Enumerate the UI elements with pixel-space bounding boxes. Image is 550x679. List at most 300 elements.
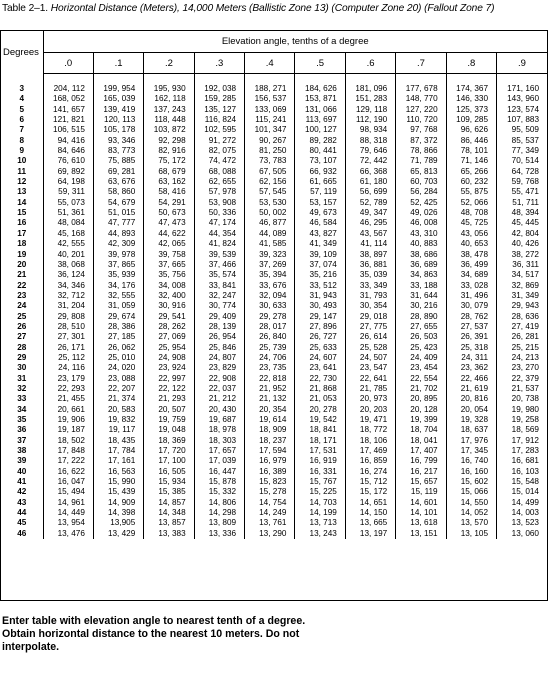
- table-cell: 32, 400: [144, 291, 194, 301]
- table-cell: 44, 354: [194, 229, 244, 239]
- table-cell: 143, 960: [497, 94, 547, 104]
- table-cell: 93, 346: [93, 136, 143, 146]
- table-cell: 23, 735: [245, 363, 295, 373]
- column-header: .1: [93, 53, 143, 74]
- row-degree: 20: [1, 260, 43, 270]
- table-cell: 25, 846: [194, 343, 244, 353]
- table-cell: 26, 614: [345, 332, 395, 342]
- table-cell: 52, 789: [345, 198, 395, 208]
- table-row: [1, 415, 547, 425]
- table-cell: 15, 332: [194, 487, 244, 497]
- table-cell: 13, 429: [93, 529, 143, 539]
- table-number: Table 2–1.: [2, 3, 49, 14]
- table-cell: 54, 291: [144, 198, 194, 208]
- table-cell: 31, 059: [93, 301, 143, 311]
- table-cell: 21, 868: [295, 384, 345, 394]
- table-cell: 49, 673: [295, 208, 345, 218]
- table-cell: 19, 328: [446, 415, 496, 425]
- table-cell: 36, 311: [497, 260, 547, 270]
- table-cell: 33, 028: [446, 281, 496, 291]
- table-cell: 27, 896: [295, 322, 345, 332]
- table-cell: 24, 908: [144, 353, 194, 363]
- table-row: [1, 84, 547, 94]
- table-cell: 23, 547: [345, 363, 395, 373]
- table-cell: 168, 052: [43, 94, 93, 104]
- table-cell: 153, 871: [295, 94, 345, 104]
- table-row: [1, 177, 547, 187]
- table-cell: 44, 089: [245, 229, 295, 239]
- table-cell: 89, 282: [295, 136, 345, 146]
- table-cell: 131, 066: [295, 105, 345, 115]
- row-degree: 8: [1, 136, 43, 146]
- table-cell: 28, 762: [446, 312, 496, 322]
- table-row: [1, 529, 547, 539]
- table-cell: 21, 053: [295, 394, 345, 404]
- table-cell: 19, 048: [144, 425, 194, 435]
- row-degree: 42: [1, 487, 43, 497]
- table-cell: 40, 653: [446, 239, 496, 249]
- table-cell: 62, 655: [194, 177, 244, 187]
- row-degree: 36: [1, 425, 43, 435]
- table-cell: 28, 510: [43, 322, 93, 332]
- table-row: [1, 312, 547, 322]
- table-cell: 19, 980: [497, 405, 547, 415]
- table-cell: 13, 383: [144, 529, 194, 539]
- table-row: [1, 125, 547, 135]
- table-row: [1, 250, 547, 260]
- table-cell: 127, 220: [396, 105, 446, 115]
- table-cell: 22, 997: [144, 374, 194, 384]
- table-cell: 34, 517: [497, 270, 547, 280]
- table-cell: 14, 398: [93, 508, 143, 518]
- table-cell: 171, 160: [497, 84, 547, 94]
- table-cell: 61, 665: [295, 177, 345, 187]
- table-cell: 37, 466: [194, 260, 244, 270]
- table-cell: 64, 198: [43, 177, 93, 187]
- table-cell: 16, 505: [144, 467, 194, 477]
- table-cell: 16, 103: [497, 467, 547, 477]
- row-degree: 3: [1, 84, 43, 94]
- table-row: [1, 436, 547, 446]
- column-header: .0: [43, 53, 93, 74]
- table-cell: 14, 150: [345, 508, 395, 518]
- table-cell: 30, 216: [396, 301, 446, 311]
- table-cell: 151, 283: [345, 94, 395, 104]
- table-cell: 14, 651: [345, 498, 395, 508]
- table-cell: 109, 285: [446, 115, 496, 125]
- table-cell: 26, 281: [497, 332, 547, 342]
- table-row: [1, 136, 547, 146]
- table-cell: 36, 499: [446, 260, 496, 270]
- table-cell: 75, 172: [144, 156, 194, 166]
- table-cell: 195, 930: [144, 84, 194, 94]
- table-cell: 90, 267: [245, 136, 295, 146]
- table-row: [1, 260, 547, 270]
- table-cell: 43, 310: [396, 229, 446, 239]
- table-cell: 55, 875: [446, 187, 496, 197]
- table-cell: 36, 689: [396, 260, 446, 270]
- row-degree: 18: [1, 239, 43, 249]
- table-cell: 16, 047: [43, 477, 93, 487]
- table-cell: 42, 804: [497, 229, 547, 239]
- table-cell: 20, 128: [396, 405, 446, 415]
- table-cell: 23, 454: [396, 363, 446, 373]
- table-cell: 18, 841: [295, 425, 345, 435]
- table-cell: 38, 686: [396, 250, 446, 260]
- column-header: .4: [245, 53, 295, 74]
- table-cell: 28, 017: [245, 322, 295, 332]
- row-degree: 24: [1, 301, 43, 311]
- table-cell: 19, 471: [345, 415, 395, 425]
- table-row: [1, 156, 547, 166]
- table-cell: 19, 542: [295, 415, 345, 425]
- row-degree: 16: [1, 218, 43, 228]
- row-degree: 22: [1, 281, 43, 291]
- table-cell: 34, 863: [396, 270, 446, 280]
- table-cell: 25, 739: [245, 343, 295, 353]
- table-cell: 16, 160: [446, 467, 496, 477]
- table-cell: 45, 168: [43, 229, 93, 239]
- table-cell: 79, 646: [345, 146, 395, 156]
- table-cell: 15, 119: [396, 487, 446, 497]
- table-cell: 73, 783: [245, 156, 295, 166]
- row-degree: 21: [1, 270, 43, 280]
- table-cell: 26, 391: [446, 332, 496, 342]
- table-cell: 33, 349: [345, 281, 395, 291]
- row-degree: 27: [1, 332, 43, 342]
- table-cell: 81, 250: [245, 146, 295, 156]
- row-degree: 44: [1, 508, 43, 518]
- column-header: .3: [194, 53, 244, 74]
- table-cell: 19, 187: [43, 425, 93, 435]
- table-cell: 39, 978: [93, 250, 143, 260]
- table-cell: 16, 740: [446, 456, 496, 466]
- table-row: [1, 208, 547, 218]
- table-cell: 47, 777: [93, 218, 143, 228]
- table-cell: 22, 908: [194, 374, 244, 384]
- table-cell: 33, 188: [396, 281, 446, 291]
- table-cell: 26, 840: [245, 332, 295, 342]
- table-cell: 18, 041: [396, 436, 446, 446]
- table-cell: 38, 272: [497, 250, 547, 260]
- table-cell: 71, 146: [446, 156, 496, 166]
- table-cell: 181, 096: [345, 84, 395, 94]
- table-cell: 35, 756: [144, 270, 194, 280]
- table-row: [1, 425, 547, 435]
- table-cell: 87, 372: [396, 136, 446, 146]
- table-row: [1, 218, 547, 228]
- column-header: .7: [396, 53, 446, 74]
- table-cell: 16, 389: [245, 467, 295, 477]
- table-cell: 27, 069: [144, 332, 194, 342]
- table-cell: 59, 311: [43, 187, 93, 197]
- table-cell: 64, 728: [497, 167, 547, 177]
- table-cell: 29, 541: [144, 312, 194, 322]
- table-cell: 69, 892: [43, 167, 93, 177]
- row-degree: 28: [1, 343, 43, 353]
- table-cell: 141, 657: [43, 105, 93, 115]
- row-degree: 31: [1, 374, 43, 384]
- table-cell: 192, 038: [194, 84, 244, 94]
- table-cell: 14, 857: [144, 498, 194, 508]
- row-degree: 26: [1, 322, 43, 332]
- table-cell: 17, 594: [245, 446, 295, 456]
- table-cell: 13, 523: [497, 518, 547, 528]
- table-cell: 105, 178: [93, 125, 143, 135]
- table-row: [1, 105, 547, 115]
- table-cell: 37, 665: [144, 260, 194, 270]
- table-cell: 116, 824: [194, 115, 244, 125]
- table-cell: 50, 336: [194, 208, 244, 218]
- table-cell: 17, 848: [43, 446, 93, 456]
- table-cell: 18, 772: [345, 425, 395, 435]
- distance-table-frame: [0, 30, 548, 601]
- table-row: [1, 198, 547, 208]
- table-cell: 23, 641: [295, 363, 345, 373]
- table-cell: 24, 213: [497, 353, 547, 363]
- table-cell: 82, 916: [144, 146, 194, 156]
- table-cell: 43, 567: [345, 229, 395, 239]
- table-cell: 177, 678: [396, 84, 446, 94]
- table-cell: 20, 054: [446, 405, 496, 415]
- table-cell: 28, 262: [144, 322, 194, 332]
- table-cell: 21, 455: [43, 394, 93, 404]
- table-cell: 21, 374: [93, 394, 143, 404]
- table-cell: 70, 514: [497, 156, 547, 166]
- table-cell: 40, 201: [43, 250, 93, 260]
- table-cell: 65, 813: [396, 167, 446, 177]
- table-cell: 67, 505: [245, 167, 295, 177]
- table-cell: 32, 869: [497, 281, 547, 291]
- table-cell: 65, 266: [446, 167, 496, 177]
- table-cell: 76, 610: [43, 156, 93, 166]
- table-cell: 31, 349: [497, 291, 547, 301]
- table-cell: 13, 570: [446, 518, 496, 528]
- table-cell: 40, 426: [497, 239, 547, 249]
- table-cell: 33, 512: [295, 281, 345, 291]
- table-cell: 13, 151: [396, 529, 446, 539]
- row-degree: 30: [1, 363, 43, 373]
- table-cell: 33, 676: [245, 281, 295, 291]
- table-cell: 17, 469: [345, 446, 395, 456]
- table-cell: 38, 478: [446, 250, 496, 260]
- table-cell: 94, 416: [43, 136, 93, 146]
- table-cell: 41, 349: [295, 239, 345, 249]
- table-cell: 121, 821: [43, 115, 93, 125]
- table-cell: 29, 943: [497, 301, 547, 311]
- table-cell: 52, 066: [446, 198, 496, 208]
- table-cell: 24, 807: [194, 353, 244, 363]
- table-row: [1, 239, 547, 249]
- table-cell: 24, 607: [295, 353, 345, 363]
- table-cell: 31, 204: [43, 301, 93, 311]
- table-cell: 47, 473: [144, 218, 194, 228]
- table-cell: 58, 416: [144, 187, 194, 197]
- table-cell: 26, 954: [194, 332, 244, 342]
- table-cell: 13, 476: [43, 529, 93, 539]
- table-cell: 51, 711: [497, 198, 547, 208]
- column-header-row: [1, 53, 547, 74]
- table-cell: 48, 708: [446, 208, 496, 218]
- table-row: [1, 477, 547, 487]
- table-cell: 139, 419: [93, 105, 143, 115]
- table-cell: 17, 283: [497, 446, 547, 456]
- table-cell: 113, 697: [295, 115, 345, 125]
- table-cell: 45, 445: [497, 218, 547, 228]
- table-cell: 46, 877: [245, 218, 295, 228]
- row-degree: 38: [1, 446, 43, 456]
- column-header: .6: [345, 53, 395, 74]
- table-cell: 29, 147: [295, 312, 345, 322]
- table-cell: 55, 471: [497, 187, 547, 197]
- table-cell: 15, 014: [497, 487, 547, 497]
- table-cell: 16, 217: [396, 467, 446, 477]
- table-cell: 16, 447: [194, 467, 244, 477]
- table-cell: 50, 002: [245, 208, 295, 218]
- table-cell: 41, 824: [194, 239, 244, 249]
- table-cell: 17, 720: [144, 446, 194, 456]
- table-cell: 35, 039: [345, 270, 395, 280]
- table-row: [1, 343, 547, 353]
- table-cell: 38, 068: [43, 260, 93, 270]
- table-cell: 33, 841: [194, 281, 244, 291]
- table-cell: 96, 626: [446, 125, 496, 135]
- table-cell: 16, 274: [345, 467, 395, 477]
- table-cell: 13, 809: [194, 518, 244, 528]
- table-cell: 18, 637: [446, 425, 496, 435]
- table-cell: 19, 258: [497, 415, 547, 425]
- table-cell: 159, 285: [194, 94, 244, 104]
- table-cell: 60, 232: [446, 177, 496, 187]
- table-row: [1, 270, 547, 280]
- table-cell: 135, 127: [194, 105, 244, 115]
- table-cell: 44, 622: [144, 229, 194, 239]
- table-cell: 30, 916: [144, 301, 194, 311]
- table-cell: 37, 269: [245, 260, 295, 270]
- table-cell: 31, 496: [446, 291, 496, 301]
- table-cell: 16, 563: [93, 467, 143, 477]
- table-cell: 22, 554: [396, 374, 446, 384]
- table-cell: 38, 897: [345, 250, 395, 260]
- table-cell: 125, 373: [446, 105, 496, 115]
- table-cell: 16, 799: [396, 456, 446, 466]
- table-cell: 18, 237: [245, 436, 295, 446]
- table-cell: 15, 494: [43, 487, 93, 497]
- row-degree: 7: [1, 125, 43, 135]
- table-cell: 75, 885: [93, 156, 143, 166]
- elevation-angle-header: Elevation angle, tenths of a degree: [43, 31, 547, 53]
- row-degree: 35: [1, 415, 43, 425]
- row-degree: 34: [1, 405, 43, 415]
- table-cell: 15, 439: [93, 487, 143, 497]
- table-cell: 13,905: [93, 518, 143, 528]
- table-cell: 15, 385: [144, 487, 194, 497]
- table-cell: 13, 290: [245, 529, 295, 539]
- table-cell: 137, 243: [144, 105, 194, 115]
- table-cell: 16, 919: [295, 456, 345, 466]
- table-cell: 49, 347: [345, 208, 395, 218]
- table-cell: 27, 655: [396, 322, 446, 332]
- table-cell: 18, 369: [144, 436, 194, 446]
- row-degree: 41: [1, 477, 43, 487]
- table-cell: 174, 367: [446, 84, 496, 94]
- table-cell: 35, 394: [245, 270, 295, 280]
- table-cell: 57, 545: [245, 187, 295, 197]
- table-cell: 32, 247: [194, 291, 244, 301]
- table-cell: 15, 172: [345, 487, 395, 497]
- table-row: [1, 322, 547, 332]
- table-cell: 18, 171: [295, 436, 345, 446]
- table-body: [1, 74, 547, 540]
- table-cell: 48, 084: [43, 218, 93, 228]
- table-cell: 50, 673: [144, 208, 194, 218]
- table-cell: 46, 295: [345, 218, 395, 228]
- table-cell: 25, 318: [446, 343, 496, 353]
- table-cell: 115, 241: [245, 115, 295, 125]
- table-cell: 14, 806: [194, 498, 244, 508]
- table-cell: 92, 298: [144, 136, 194, 146]
- table-cell: 59, 768: [497, 177, 547, 187]
- table-cell: 56, 284: [396, 187, 446, 197]
- table-cell: 39, 539: [194, 250, 244, 260]
- table-cell: 61, 180: [345, 177, 395, 187]
- table-cell: 123, 574: [497, 105, 547, 115]
- table-cell: 15, 767: [295, 477, 345, 487]
- table-cell: 57, 119: [295, 187, 345, 197]
- column-header: .2: [144, 53, 194, 74]
- table-row: [1, 456, 547, 466]
- table-cell: 129, 118: [345, 105, 395, 115]
- table-cell: 29, 409: [194, 312, 244, 322]
- row-degree: 10: [1, 156, 43, 166]
- table-cell: 35, 216: [295, 270, 345, 280]
- table-cell: 25, 528: [345, 343, 395, 353]
- table-cell: 18, 502: [43, 436, 93, 446]
- table-cell: 13, 713: [295, 518, 345, 528]
- table-cell: 51, 361: [43, 208, 93, 218]
- table-cell: 28, 139: [194, 322, 244, 332]
- table-cell: 22, 466: [446, 374, 496, 384]
- table-cell: 13, 857: [144, 518, 194, 528]
- table-cell: 22, 037: [194, 384, 244, 394]
- table-cell: 19, 832: [93, 415, 143, 425]
- table-cell: 17, 222: [43, 456, 93, 466]
- table-row: [1, 374, 547, 384]
- row-degree: 29: [1, 353, 43, 363]
- table-cell: 22, 730: [295, 374, 345, 384]
- table-cell: 34, 176: [93, 281, 143, 291]
- table-cell: 43, 827: [295, 229, 345, 239]
- table-row: [1, 405, 547, 415]
- table-cell: 18, 106: [345, 436, 395, 446]
- degrees-header: Degrees: [1, 31, 43, 74]
- row-degree: 37: [1, 436, 43, 446]
- table-row: [1, 467, 547, 477]
- table-cell: 25, 112: [43, 353, 93, 363]
- table-cell: 20, 973: [345, 394, 395, 404]
- row-degree: 32: [1, 384, 43, 394]
- table-cell: 14, 101: [396, 508, 446, 518]
- footnote: Enter table with elevation angle to nearest tenth of a degree. Obtain horizontal distance to the nearest 10 meters. Do not interpolate.: [2, 615, 306, 654]
- table-cell: 23, 088: [93, 374, 143, 384]
- table-cell: 34, 346: [43, 281, 93, 291]
- table-cell: 26, 171: [43, 343, 93, 353]
- table-cell: 68, 088: [194, 167, 244, 177]
- table-cell: 16, 331: [295, 467, 345, 477]
- table-cell: 17, 976: [446, 436, 496, 446]
- table-cell: 71, 789: [396, 156, 446, 166]
- table-cell: 23, 270: [497, 363, 547, 373]
